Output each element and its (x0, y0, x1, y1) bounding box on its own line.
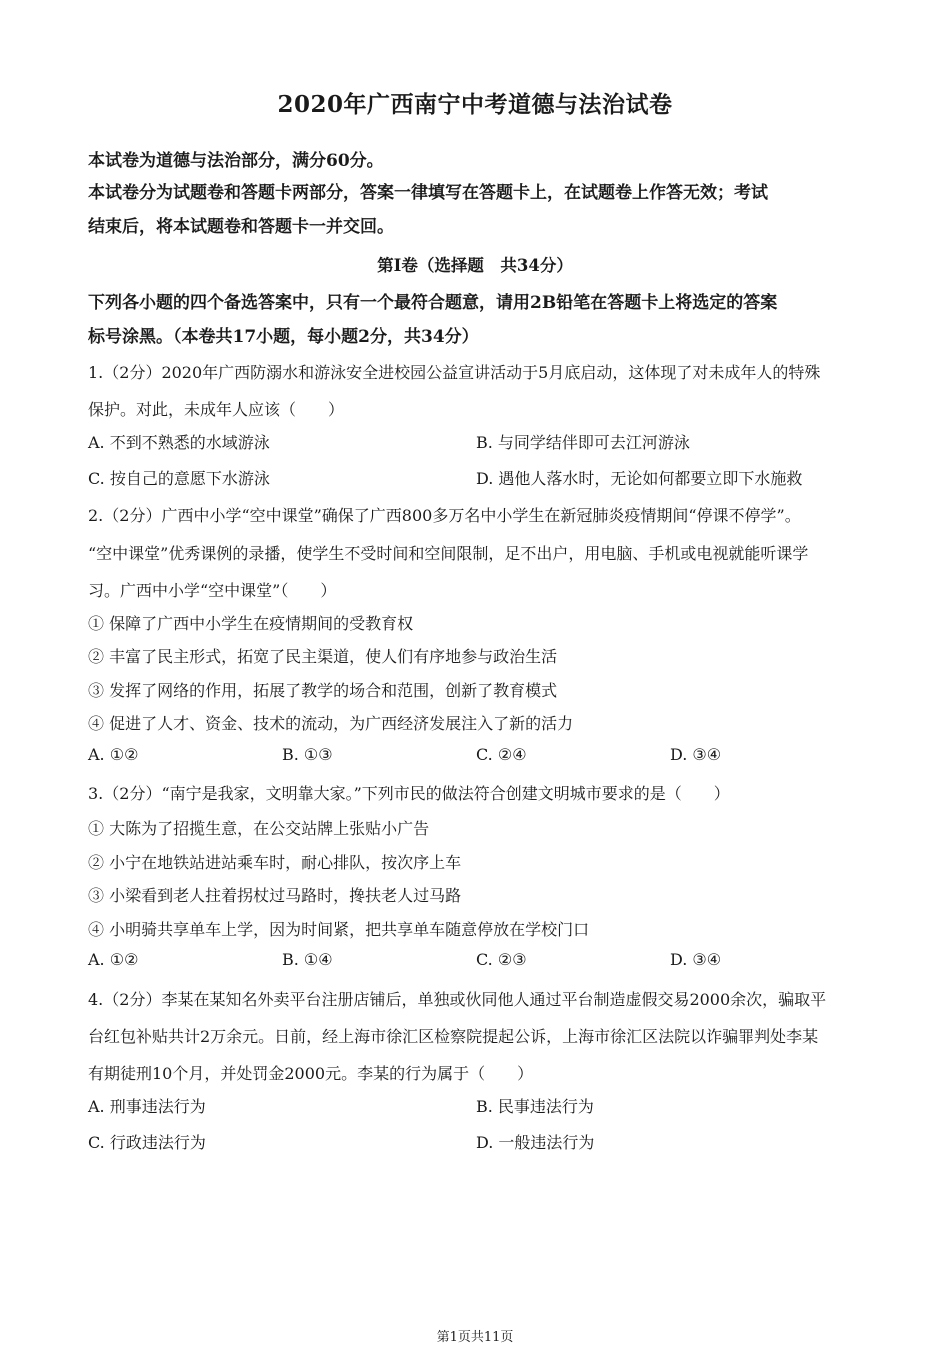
question-2-stem: 2.（2分）广西中小学“空中课堂”确保了广西800多万名中小学生在新冠肺炎疫情期间“停课不停学”。 (88, 506, 801, 525)
q3-statement: ② 小宁在地铁站进站乘车时，耐心排队，按次序上车 (88, 853, 462, 872)
q1-option-d: D. 遇他人落水时，无论如何都要立即下水施救 (476, 469, 803, 488)
q2-option-a: A. ①② (88, 745, 139, 764)
q2-statement: ① 保障了广西中小学生在疫情期间的受教育权 (88, 614, 414, 633)
q2-statement: ④ 促进了人才、资金、技术的流动，为广西经济发展注入了新的活力 (88, 714, 574, 733)
intro-line: 本试卷分为试题卷和答题卡两部分，答案一律填写在答题卡上，在试题卷上作答无效；考试 (88, 183, 768, 203)
q3-option-d: D. ③④ (670, 950, 722, 969)
q1-option-a: A. 不到不熟悉的水域游泳 (88, 433, 270, 452)
q2-option-b: B. ①③ (282, 745, 333, 764)
q2-statement: ② 丰富了民主形式，拓宽了民主渠道，使人们有序地参与政治生活 (88, 647, 558, 666)
q4-option-b: B. 民事违法行为 (476, 1097, 594, 1116)
question-4-stem: 台红包补贴共计2万余元。日前，经上海市徐汇区检察院提起公诉，上海市徐汇区法院以诈骗罪判处李某 (88, 1027, 819, 1046)
question-1-stem: 保护。对此，未成年人应该（ ） (88, 400, 345, 419)
q3-statement: ① 大陈为了招揽生意，在公交站牌上张贴小广告 (88, 819, 430, 838)
question-2-stem: “空中课堂”优秀课例的录播，使学生不受时间和空间限制，足不出户，用电脑、手机或电视就能听课学 (88, 544, 809, 563)
intro-line: 本试卷为道德与法治部分，满分60分。 (88, 151, 384, 171)
q1-option-c: C. 按自己的意愿下水游泳 (88, 469, 270, 488)
q3-option-c: C. ②③ (476, 950, 527, 969)
q4-option-c: C. 行政违法行为 (88, 1133, 206, 1152)
page-footer: 第1页共11页 (436, 1330, 514, 1345)
question-1-stem: 1.（2分）2020年广西防溺水和游泳安全进校园公益宣讲活动于5月底启动，这体现了对未成年人的特殊 (88, 363, 821, 382)
q3-statement: ③ 小梁看到老人拄着拐杖过马路时，搀扶老人过马路 (88, 886, 462, 905)
question-3-stem: 3.（2分）“南宁是我家，文明靠大家。”下列市民的做法符合创建文明城市要求的是（ ） (88, 784, 730, 803)
q3-statement: ④ 小明骑共享单车上学，因为时间紧，把共享单车随意停放在学校门口 (88, 920, 590, 939)
section-title: 第Ⅰ卷（选择题 共34分） (377, 256, 573, 275)
q3-option-b: B. ①④ (282, 950, 333, 969)
q2-option-d: D. ③④ (670, 745, 722, 764)
q3-option-a: A. ①② (88, 950, 139, 969)
instruction-line: 下列各小题的四个备选答案中，只有一个最符合题意，请用2B铅笔在答题卡上将选定的答案 (88, 293, 778, 313)
q4-option-d: D. 一般违法行为 (476, 1133, 595, 1152)
q1-option-b: B. 与同学结伴即可去江河游泳 (476, 433, 690, 452)
q2-statement: ③ 发挥了网络的作用，拓展了教学的场合和范围，创新了教育模式 (88, 681, 558, 700)
instruction-line: 标号涂黑。（本卷共17小题，每小题2分，共34分） (88, 327, 479, 347)
exam-title: 2020年广西南宁中考道德与法治试卷 (277, 91, 673, 118)
question-4-stem: 4.（2分）李某在某知名外卖平台注册店铺后，单独或伙同他人通过平台制造虚假交易2000余次，骗取平 (88, 990, 827, 1009)
question-4-stem: 有期徒刑10个月，并处罚金2000元。李某的行为属于（ ） (88, 1064, 534, 1083)
q4-option-a: A. 刑事违法行为 (88, 1097, 206, 1116)
question-2-stem: 习。广西中小学“空中课堂”（ ） (88, 581, 337, 600)
intro-line: 结束后，将本试题卷和答题卡一并交回。 (88, 217, 394, 237)
q2-option-c: C. ②④ (476, 745, 527, 764)
